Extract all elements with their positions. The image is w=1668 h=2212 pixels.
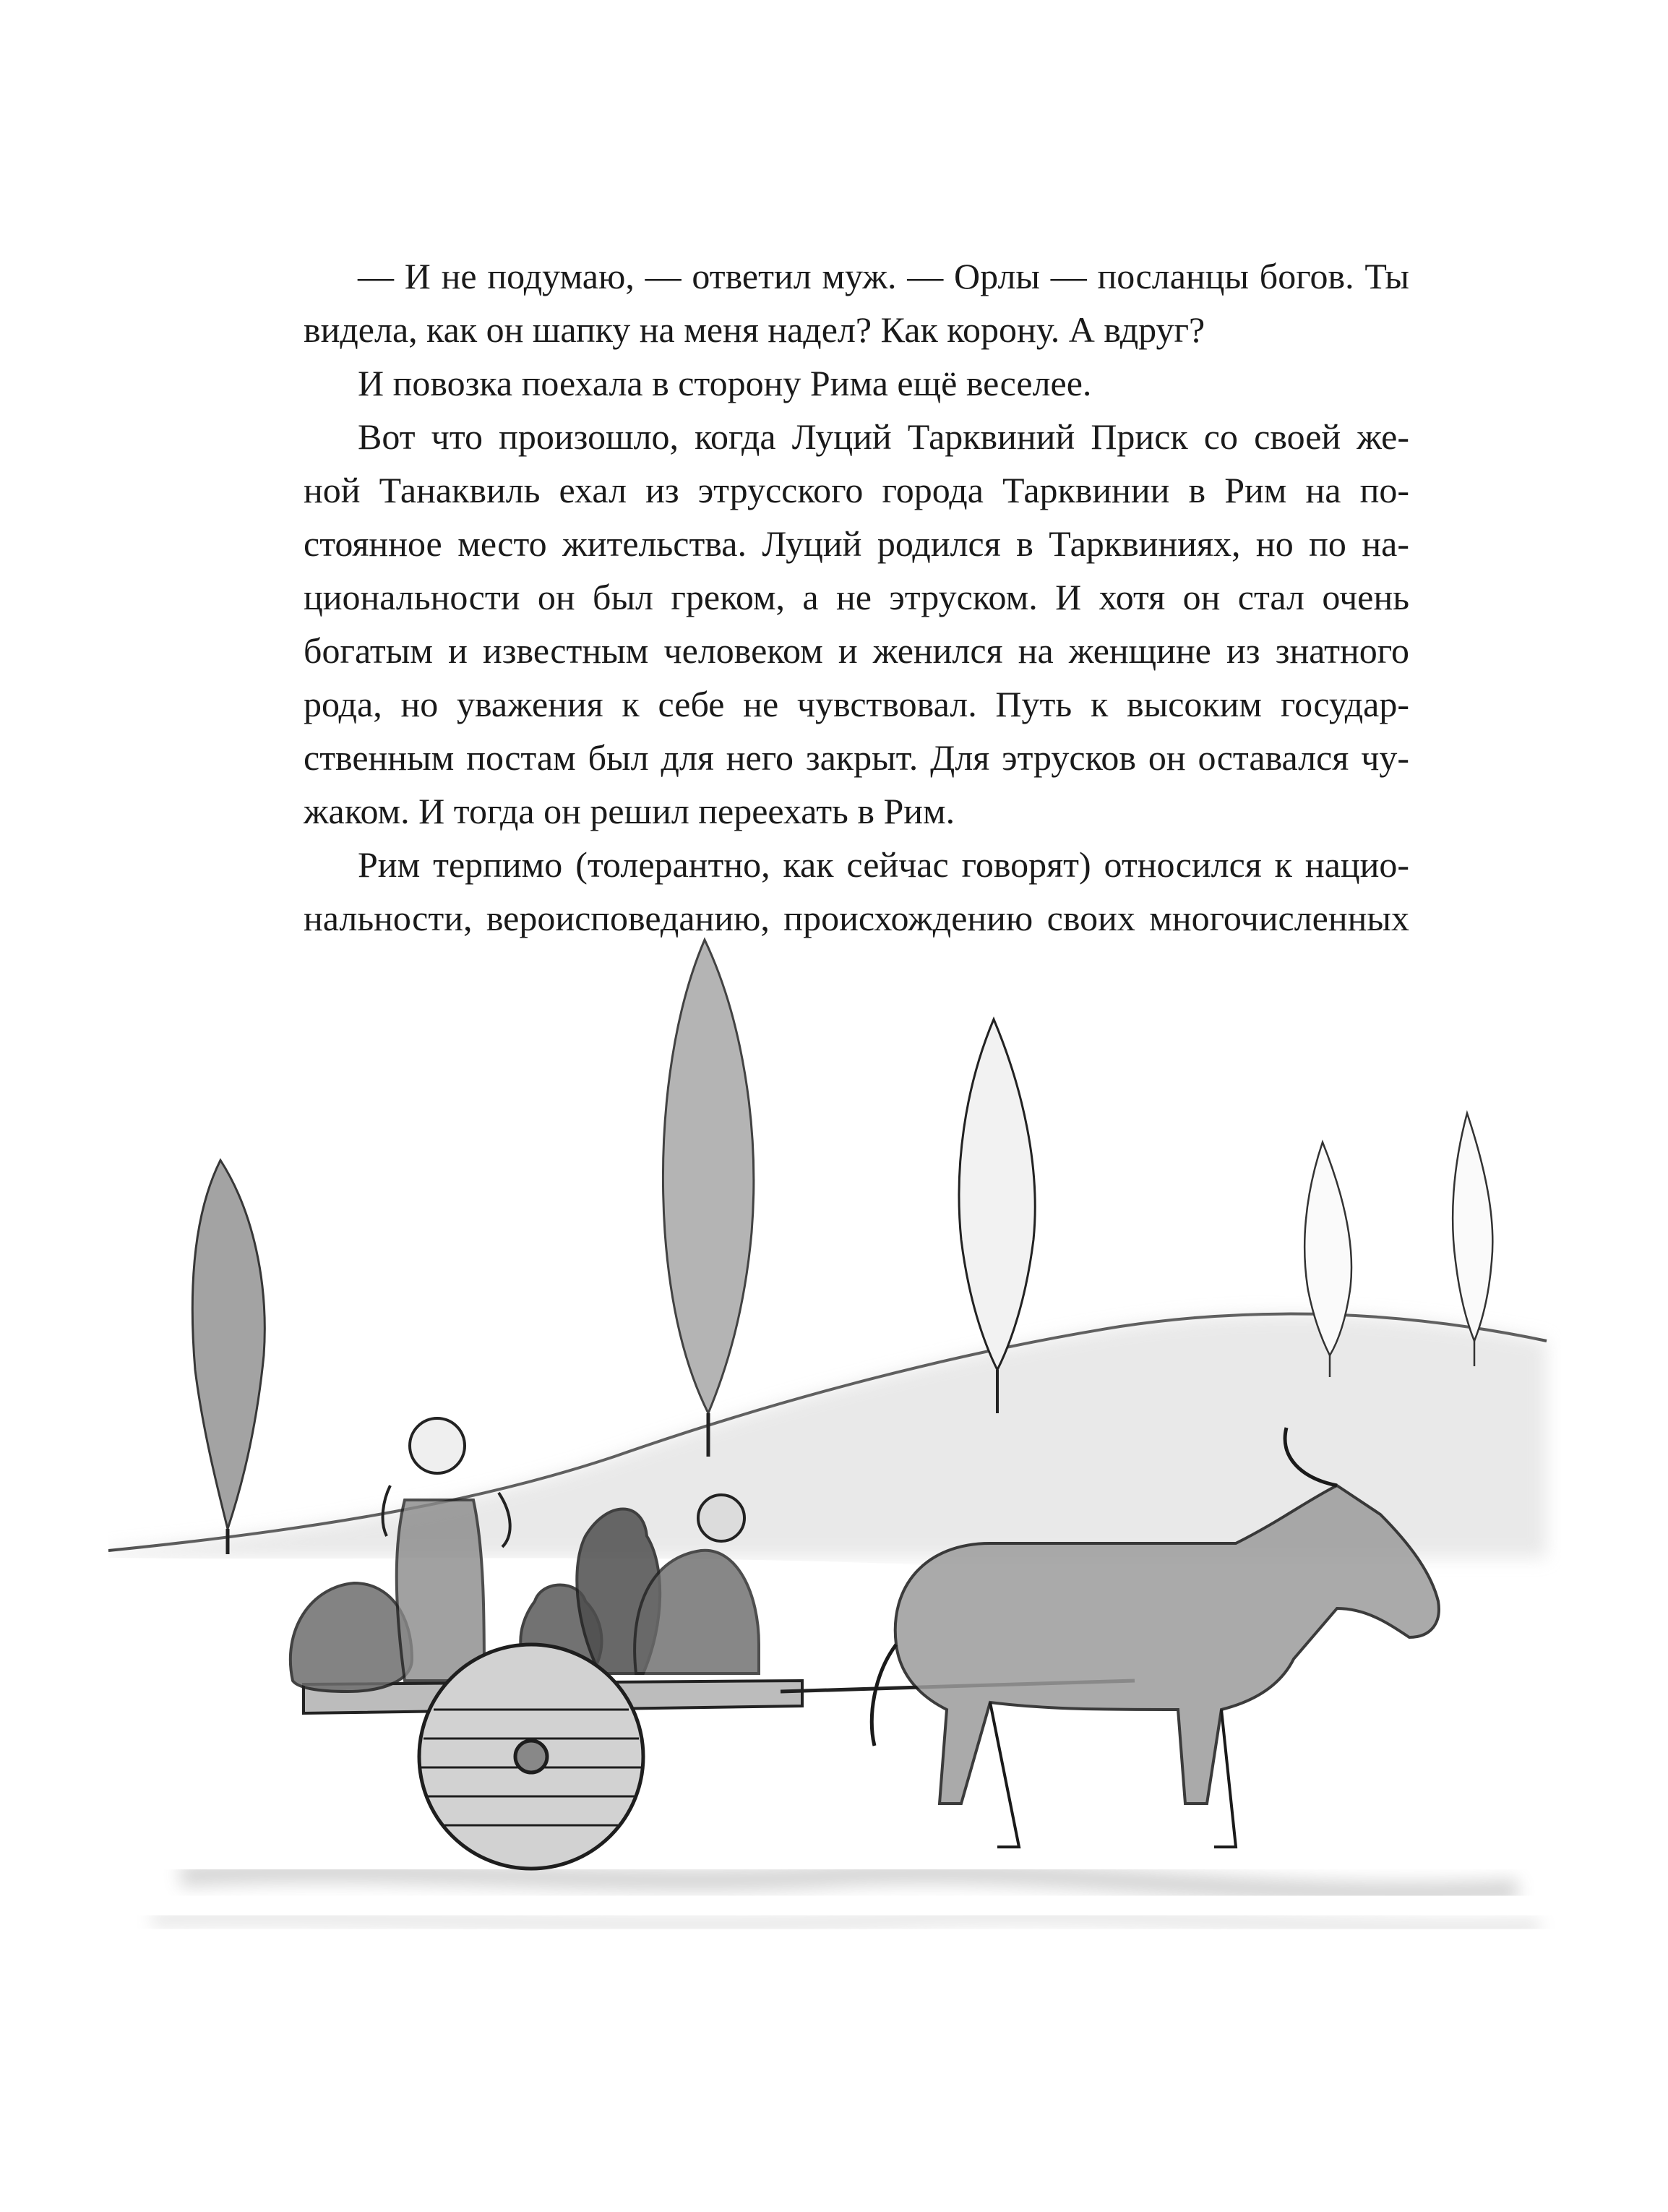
text-line: ной Танаквиль ехал из этрусского города Тарквинии в Рим на по- — [304, 470, 1409, 510]
text-line: рода, но уважения к себе не чувствовал. Путь к высоким государ- — [304, 684, 1409, 724]
text-line: нальности, вероисповеданию, происхождению своих многочисленных — [304, 898, 1409, 938]
cart-wheel — [419, 1645, 643, 1869]
text-line: — И не подумаю, — ответил муж. — Орлы — посланцы богов. Ты — [358, 256, 1409, 296]
text-line: жаком. И тогда он решил переехать в Рим. — [304, 791, 955, 831]
ink-drawing-horse-cart-icon — [108, 907, 1561, 1984]
text-line: ственным постам был для него закрыт. Для этрусков он оставался чу- — [304, 737, 1409, 778]
body-text — [304, 249, 1409, 945]
cypress-tree — [192, 1160, 265, 1554]
text-line: богатым и известным человеком и женился на женщине из знатного — [304, 630, 1409, 671]
text-line: Рим терпимо (толерантно, как сейчас говорят) относился к нацио- — [358, 844, 1409, 885]
text-line: И повозка поехала в сторону Рима ещё веселее. — [358, 363, 1092, 403]
text-line: видела, как он шапку на меня надел? Как корону. А вдруг? — [304, 309, 1205, 350]
text-line: Вот что произошло, когда Луций Тарквиний Приск со своей же- — [358, 416, 1409, 457]
text-line: циональности он был греком, а не этруском. И хотя он стал очень — [304, 577, 1409, 617]
text-line: стоянное место жительства. Луций родился в Тарквиниях, но по на- — [304, 523, 1409, 564]
cypress-tree — [663, 940, 753, 1457]
